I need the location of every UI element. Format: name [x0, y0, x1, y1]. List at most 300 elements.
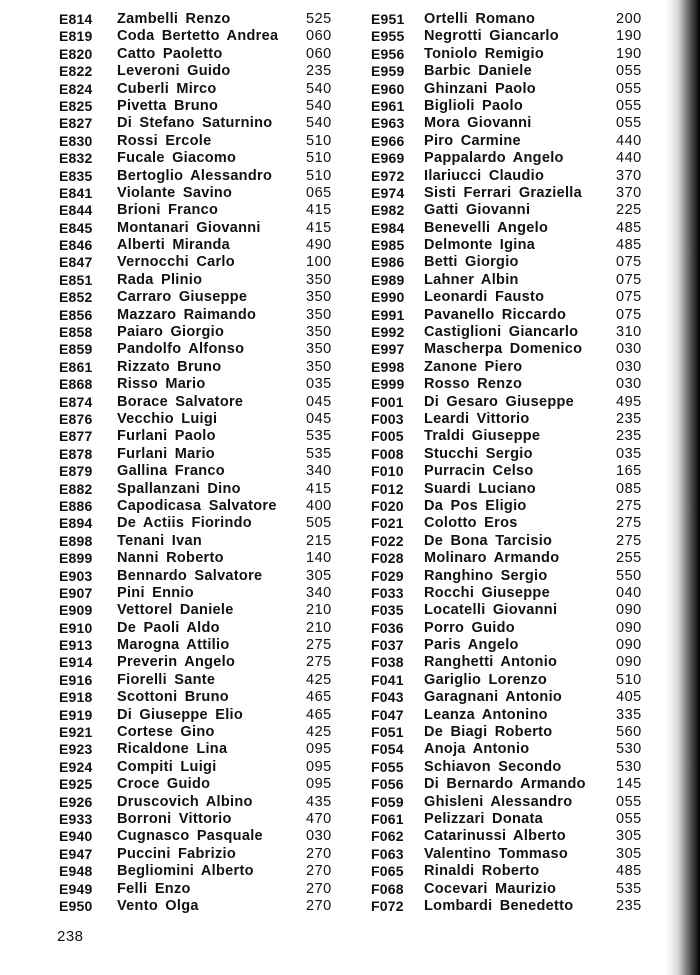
entry-row — [0, 220, 350, 237]
entry-code: E907 — [59, 584, 93, 601]
entry-value: 465 — [306, 689, 332, 706]
entry-value: 055 — [616, 810, 642, 827]
entry-row — [0, 794, 350, 811]
entry-value: 405 — [616, 689, 642, 706]
entry-value: 560 — [616, 724, 642, 741]
entry-name: Ranghino Sergio — [424, 567, 548, 584]
entry-code: E985 — [371, 237, 405, 254]
entry-name: Leveroni Guido — [117, 63, 231, 80]
entry-name: Locatelli Giovanni — [424, 602, 558, 619]
entry-value: 200 — [616, 11, 642, 27]
entry-row — [350, 515, 672, 532]
entry-name: Pavanello Riccardo — [424, 306, 567, 323]
entry-value: 270 — [306, 880, 332, 897]
entry-row — [350, 289, 672, 306]
entry-value: 165 — [616, 463, 642, 480]
entry-name: Leardi Vittorio — [424, 410, 530, 427]
entry-name: Puccini Fabrizio — [117, 845, 236, 862]
entry-row — [0, 811, 350, 828]
entry-value: 425 — [306, 724, 332, 741]
entry-code: E972 — [371, 167, 405, 184]
entry-code: E822 — [59, 63, 93, 80]
entry-name: Piro Carmine — [424, 132, 521, 149]
entry-value: 525 — [306, 11, 332, 27]
entry-name: Bennardo Salvatore — [117, 567, 263, 584]
entry-row — [350, 428, 672, 445]
left-column — [0, 11, 350, 915]
entry-value: 310 — [616, 324, 642, 341]
entry-value: 510 — [306, 150, 332, 167]
entry-row — [350, 550, 672, 567]
entry-code: F021 — [371, 515, 404, 532]
entry-name: Violante Savino — [117, 184, 233, 201]
entry-code: E841 — [59, 184, 93, 201]
entry-row — [0, 550, 350, 567]
entry-code: F055 — [371, 758, 404, 775]
entry-code: F038 — [371, 654, 404, 671]
entry-name: Anoja Antonio — [424, 741, 530, 758]
entry-value: 440 — [616, 150, 642, 167]
entry-value: 275 — [306, 637, 332, 654]
entry-name: Tenani Ivan — [117, 532, 202, 549]
entry-row — [350, 11, 672, 28]
entry-name: Vecchio Luigi — [117, 410, 218, 427]
entry-name: Mascherpa Domenico — [424, 341, 583, 358]
entry-row — [350, 585, 672, 602]
entry-code: E949 — [59, 880, 93, 897]
entry-name: Risso Mario — [117, 376, 206, 393]
entry-name: Preverin Angelo — [117, 654, 236, 671]
entry-code: F020 — [371, 497, 404, 514]
entry-row — [0, 81, 350, 98]
entry-value: 235 — [616, 428, 642, 445]
entry-name: Cortese Gino — [117, 724, 215, 741]
entry-name: Scottoni Bruno — [117, 689, 229, 706]
entry-value: 075 — [616, 254, 642, 271]
entry-code: E909 — [59, 602, 93, 619]
entry-name: De Actiis Fiorindo — [117, 515, 252, 532]
entry-value: 095 — [306, 776, 332, 793]
entry-row — [350, 533, 672, 550]
entry-name: Pivetta Bruno — [117, 97, 219, 114]
entry-name: Gallina Franco — [117, 463, 225, 480]
entry-code: F033 — [371, 584, 404, 601]
entry-value: 040 — [616, 584, 642, 601]
entry-code: F028 — [371, 550, 404, 567]
entry-name: Vernocchi Carlo — [117, 254, 235, 271]
entry-value: 060 — [306, 28, 332, 45]
page-binding-shadow — [666, 0, 700, 975]
entry-name: Rinaldi Roberto — [424, 863, 540, 880]
entry-code: E914 — [59, 654, 93, 671]
entry-code: E899 — [59, 550, 93, 567]
entry-name: Suardi Luciano — [424, 480, 536, 497]
entry-value: 090 — [616, 602, 642, 619]
entry-name: Pandolfo Alfonso — [117, 341, 245, 358]
entry-value: 550 — [616, 567, 642, 584]
entry-name: Garagnani Antonio — [424, 689, 563, 706]
entry-row — [350, 359, 672, 376]
entry-name: Furlani Paolo — [117, 428, 216, 445]
entry-value: 540 — [306, 115, 332, 132]
entry-row — [350, 220, 672, 237]
entry-name: Barbic Daniele — [424, 63, 532, 80]
entry-code: E918 — [59, 689, 93, 706]
entry-name: Rossi Ercole — [117, 132, 212, 149]
entry-row — [0, 98, 350, 115]
entry-name: Ricaldone Lina — [117, 741, 228, 758]
entry-value: 370 — [616, 184, 642, 201]
entry-name: Di Giuseppe Elio — [117, 706, 244, 723]
entry-row — [0, 272, 350, 289]
entry-code: F068 — [371, 880, 404, 897]
entry-row — [0, 585, 350, 602]
entry-code: E984 — [371, 219, 405, 236]
entry-name: Capodicasa Salvatore — [117, 497, 277, 514]
entry-name: Porro Guido — [424, 619, 515, 636]
entry-value: 510 — [306, 132, 332, 149]
entry-value: 275 — [306, 654, 332, 671]
entry-name: Pelizzari Donata — [424, 810, 543, 827]
entry-value: 540 — [306, 97, 332, 114]
entry-code: E886 — [59, 497, 93, 514]
entry-code: E830 — [59, 132, 93, 149]
entry-value: 440 — [616, 132, 642, 149]
entry-value: 495 — [616, 393, 642, 410]
entry-name: Betti Giorgio — [424, 254, 519, 271]
entry-name: Felli Enzo — [117, 880, 191, 897]
entry-name: Leonardi Fausto — [424, 289, 545, 306]
entry-code: E991 — [371, 306, 405, 323]
entry-value: 140 — [306, 550, 332, 567]
entry-value: 030 — [306, 828, 332, 845]
entry-row — [350, 672, 672, 689]
entry-value: 535 — [616, 880, 642, 897]
entry-code: E982 — [371, 202, 405, 219]
entry-name: Catarinussi Alberto — [424, 828, 566, 845]
entry-row — [350, 811, 672, 828]
entry-name: Rocchi Giuseppe — [424, 584, 550, 601]
entry-row — [0, 498, 350, 515]
entry-code: E868 — [59, 376, 93, 393]
entry-row — [0, 63, 350, 80]
entry-value: 055 — [616, 793, 642, 810]
entry-name: Nanni Roberto — [117, 550, 224, 567]
entry-value: 485 — [616, 219, 642, 236]
entry-row — [350, 115, 672, 132]
entry-code: F051 — [371, 724, 404, 741]
entry-row — [0, 846, 350, 863]
entry-value: 490 — [306, 237, 332, 254]
entry-code: E876 — [59, 410, 93, 427]
entry-row — [350, 881, 672, 898]
entry-code: E858 — [59, 324, 93, 341]
entry-row — [350, 411, 672, 428]
entry-name: Delmonte Igina — [424, 237, 536, 254]
entry-name: Purracin Celso — [424, 463, 534, 480]
entry-code: E961 — [371, 97, 405, 114]
entry-row — [0, 759, 350, 776]
entry-name: Rosso Renzo — [424, 376, 523, 393]
entry-row — [350, 602, 672, 619]
entry-code: F037 — [371, 637, 404, 654]
entry-value: 075 — [616, 271, 642, 288]
entry-row — [350, 846, 672, 863]
entry-code: F056 — [371, 776, 404, 793]
entry-row — [0, 133, 350, 150]
entry-row — [350, 254, 672, 271]
entry-code: E959 — [371, 63, 405, 80]
entry-row — [350, 759, 672, 776]
entry-value: 415 — [306, 480, 332, 497]
entry-code: E947 — [59, 845, 93, 862]
entry-value: 435 — [306, 793, 332, 810]
entry-value: 235 — [616, 897, 642, 914]
entry-value: 235 — [306, 63, 332, 80]
entry-value: 255 — [616, 550, 642, 567]
entry-name: Cocevari Maurizio — [424, 880, 557, 897]
entry-name: Gatti Giovanni — [424, 202, 531, 219]
entry-code: E861 — [59, 358, 93, 375]
entry-row — [0, 359, 350, 376]
entry-code: E974 — [371, 184, 405, 201]
entry-row — [0, 828, 350, 845]
entry-row — [0, 863, 350, 880]
entry-value: 350 — [306, 341, 332, 358]
entry-row — [350, 863, 672, 880]
entry-value: 215 — [306, 532, 332, 549]
entry-name: Montanari Giovanni — [117, 219, 261, 236]
entry-name: Lombardi Benedetto — [424, 897, 574, 914]
entry-code: E913 — [59, 637, 93, 654]
entry-value: 075 — [616, 289, 642, 306]
entry-row — [350, 568, 672, 585]
entry-name: Paris Angelo — [424, 637, 519, 654]
entry-row — [0, 533, 350, 550]
entry-row — [350, 150, 672, 167]
entry-code: F008 — [371, 445, 404, 462]
entry-name: De Bona Tarcisio — [424, 532, 553, 549]
entry-value: 030 — [616, 376, 642, 393]
entry-code: F036 — [371, 619, 404, 636]
entry-code: F047 — [371, 706, 404, 723]
entry-value: 055 — [616, 80, 642, 97]
entry-code: F012 — [371, 480, 404, 497]
entry-value: 305 — [616, 845, 642, 862]
entry-name: Biglioli Paolo — [424, 97, 524, 114]
entry-row — [0, 237, 350, 254]
entry-code: E877 — [59, 428, 93, 445]
entry-value: 085 — [616, 480, 642, 497]
entry-name: Mazzaro Raimando — [117, 306, 257, 323]
entry-name: Pappalardo Angelo — [424, 150, 564, 167]
entry-row — [350, 828, 672, 845]
entry-code: E814 — [59, 11, 93, 27]
entry-code: E923 — [59, 741, 93, 758]
entry-row — [0, 168, 350, 185]
entry-value: 340 — [306, 584, 332, 601]
entry-name: Bertoglio Alessandro — [117, 167, 273, 184]
entry-name: Toniolo Remigio — [424, 45, 544, 62]
entry-row — [0, 707, 350, 724]
entry-value: 145 — [616, 776, 642, 793]
entry-row — [350, 794, 672, 811]
entry-code: E986 — [371, 254, 405, 271]
entry-row — [350, 620, 672, 637]
entry-name: De Biagi Roberto — [424, 724, 553, 741]
entry-name: De Paoli Aldo — [117, 619, 220, 636]
entry-value: 065 — [306, 184, 332, 201]
entry-value: 090 — [616, 619, 642, 636]
entry-row — [350, 237, 672, 254]
entry-code: E910 — [59, 619, 93, 636]
entry-code: E819 — [59, 28, 93, 45]
entry-code: F041 — [371, 671, 404, 688]
entry-value: 415 — [306, 202, 332, 219]
entry-code: F059 — [371, 793, 404, 810]
entry-row — [350, 272, 672, 289]
entry-row — [0, 515, 350, 532]
entry-value: 465 — [306, 706, 332, 723]
entry-value: 535 — [306, 428, 332, 445]
entry-code: F035 — [371, 602, 404, 619]
entry-name: Gariglio Lorenzo — [424, 671, 547, 688]
entry-name: Druscovich Albino — [117, 793, 253, 810]
entry-value: 305 — [306, 567, 332, 584]
entry-code: E926 — [59, 793, 93, 810]
entry-name: Zanone Piero — [424, 358, 523, 375]
entry-row — [350, 324, 672, 341]
entry-row — [350, 481, 672, 498]
entry-code: E852 — [59, 289, 93, 306]
entry-code: E921 — [59, 724, 93, 741]
entry-code: F003 — [371, 410, 404, 427]
entry-value: 275 — [616, 515, 642, 532]
entry-code: E955 — [371, 28, 405, 45]
entry-value: 485 — [616, 237, 642, 254]
entry-value: 270 — [306, 897, 332, 914]
entry-code: F010 — [371, 463, 404, 480]
entry-name: Croce Guido — [117, 776, 211, 793]
entry-code: E956 — [371, 45, 405, 62]
entry-row — [350, 98, 672, 115]
entry-code: E851 — [59, 271, 93, 288]
entry-row — [0, 428, 350, 445]
entry-row — [350, 63, 672, 80]
entry-row — [0, 724, 350, 741]
entry-value: 095 — [306, 741, 332, 758]
entry-code: E882 — [59, 480, 93, 497]
entry-row — [350, 654, 672, 671]
entry-code: F029 — [371, 567, 404, 584]
entry-value: 350 — [306, 289, 332, 306]
entry-row — [0, 46, 350, 63]
entry-value: 275 — [616, 532, 642, 549]
entry-row — [0, 568, 350, 585]
entry-value: 510 — [306, 167, 332, 184]
entry-name: Negrotti Giancarlo — [424, 28, 559, 45]
entry-value: 350 — [306, 306, 332, 323]
entry-value: 190 — [616, 45, 642, 62]
entry-name: Molinaro Armando — [424, 550, 560, 567]
entry-row — [0, 324, 350, 341]
entry-value: 270 — [306, 863, 332, 880]
entry-name: Colotto Eros — [424, 515, 518, 532]
entry-name: Brioni Franco — [117, 202, 219, 219]
entry-code: F065 — [371, 863, 404, 880]
entry-name: Furlani Mario — [117, 445, 215, 462]
entry-row — [350, 776, 672, 793]
entry-name: Borace Salvatore — [117, 393, 244, 410]
entry-value: 210 — [306, 602, 332, 619]
entry-code: E878 — [59, 445, 93, 462]
entry-value: 370 — [616, 167, 642, 184]
entry-code: E825 — [59, 97, 93, 114]
entry-row — [0, 881, 350, 898]
entry-row — [350, 81, 672, 98]
entry-name: Compiti Luigi — [117, 758, 217, 775]
entry-name: Castiglioni Giancarlo — [424, 324, 579, 341]
entry-row — [350, 724, 672, 741]
entry-name: Catto Paoletto — [117, 45, 223, 62]
entry-name: Sisti Ferrari Graziella — [424, 184, 582, 201]
entry-code: E894 — [59, 515, 93, 532]
entry-row — [0, 620, 350, 637]
entry-code: E856 — [59, 306, 93, 323]
entry-name: Alberti Miranda — [117, 237, 231, 254]
entry-name: Traldi Giuseppe — [424, 428, 541, 445]
entry-name: Ortelli Romano — [424, 11, 536, 27]
entry-code: E916 — [59, 671, 93, 688]
entry-code: F063 — [371, 845, 404, 862]
entry-row — [350, 741, 672, 758]
entry-value: 030 — [616, 341, 642, 358]
entry-row — [0, 741, 350, 758]
entry-row — [0, 776, 350, 793]
entry-code: E874 — [59, 393, 93, 410]
entry-row — [0, 654, 350, 671]
entry-value: 470 — [306, 810, 332, 827]
entry-value: 030 — [616, 358, 642, 375]
entry-row — [0, 185, 350, 202]
entry-value: 090 — [616, 654, 642, 671]
entry-value: 055 — [616, 63, 642, 80]
entry-code: E963 — [371, 115, 405, 132]
entry-row — [350, 202, 672, 219]
entry-code: E999 — [371, 376, 405, 393]
entry-value: 190 — [616, 28, 642, 45]
entry-code: E835 — [59, 167, 93, 184]
entry-row — [0, 115, 350, 132]
entry-row — [350, 28, 672, 45]
entry-code: E992 — [371, 324, 405, 341]
entry-row — [0, 341, 350, 358]
entry-name: Paiaro Giorgio — [117, 324, 225, 341]
page-number: 238 — [57, 928, 84, 945]
entry-row — [0, 602, 350, 619]
entry-row — [0, 672, 350, 689]
entry-code: F022 — [371, 532, 404, 549]
entry-name: Di Gesaro Giuseppe — [424, 393, 574, 410]
entry-code: E925 — [59, 776, 93, 793]
entry-code: E940 — [59, 828, 93, 845]
entry-row — [0, 481, 350, 498]
entry-row — [0, 637, 350, 654]
entry-row — [0, 446, 350, 463]
entry-value: 350 — [306, 271, 332, 288]
entry-row — [350, 394, 672, 411]
entry-row — [350, 446, 672, 463]
